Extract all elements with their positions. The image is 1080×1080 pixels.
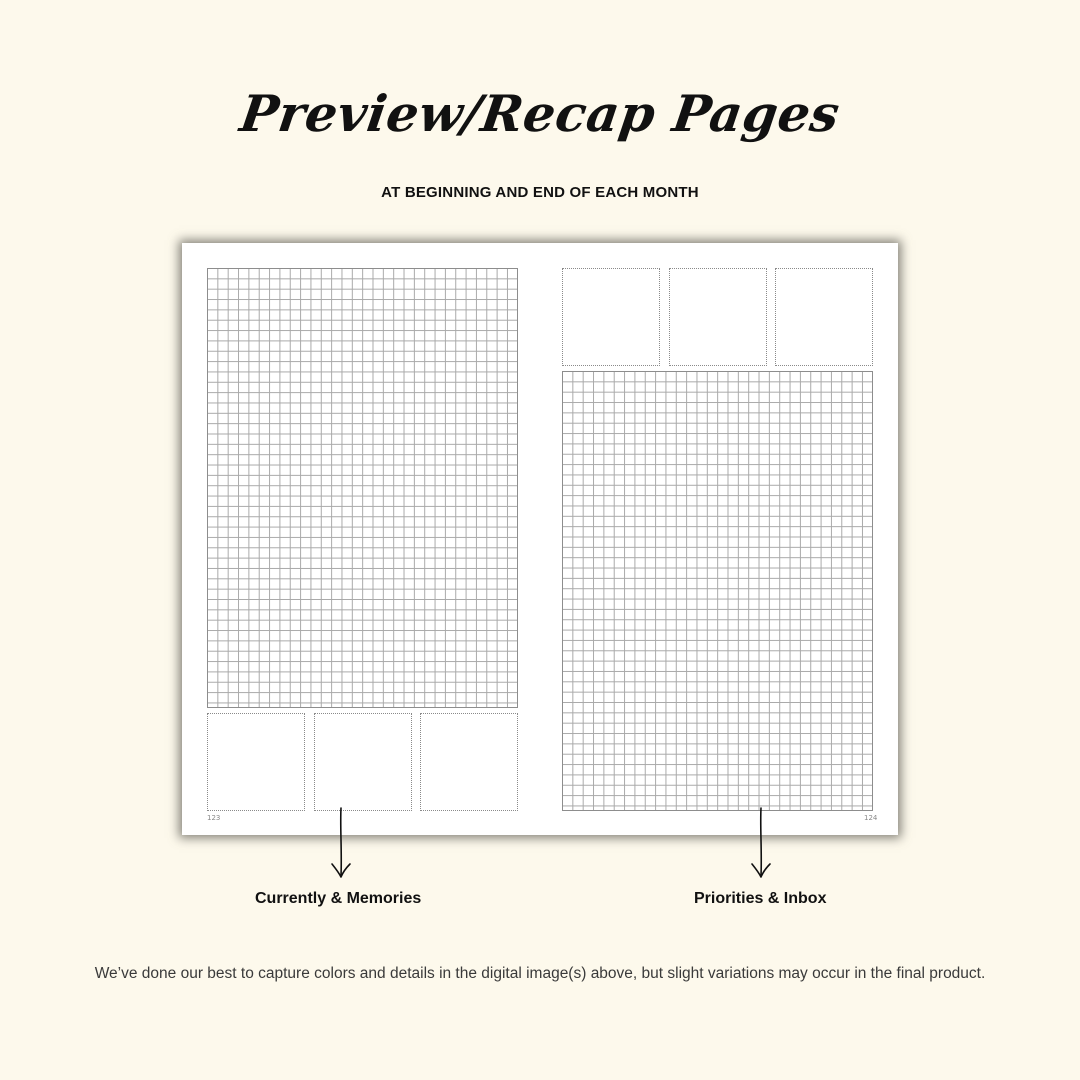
- label-currently-memories: Currently & Memories: [255, 890, 422, 907]
- down-arrow-icon: [329, 806, 353, 882]
- disclaimer-text: We’ve done our best to capture colors and details in the digital image(s) above, but slight variations may occur in the final product.: [94, 965, 986, 982]
- label-priorities-inbox: Priorities & Inbox: [694, 890, 827, 907]
- planner-spread-preview: [182, 243, 898, 835]
- left-page-box-2: [314, 713, 412, 811]
- left-page-box-3: [420, 713, 518, 811]
- left-page-box-1: [207, 713, 305, 811]
- down-arrow-icon: [749, 806, 773, 882]
- page-subtitle: AT BEGINNING AND END OF EACH MONTH: [381, 184, 699, 201]
- right-page-box-1: [562, 268, 660, 366]
- right-page-box-3: [775, 268, 873, 366]
- left-page-grid: [207, 268, 518, 708]
- page-title: Preview/Recap Pages: [236, 84, 844, 143]
- right-page-number: 124: [864, 814, 878, 822]
- left-page-number: 123: [207, 814, 221, 822]
- right-page-box-2: [669, 268, 767, 366]
- right-page-grid: [562, 371, 873, 811]
